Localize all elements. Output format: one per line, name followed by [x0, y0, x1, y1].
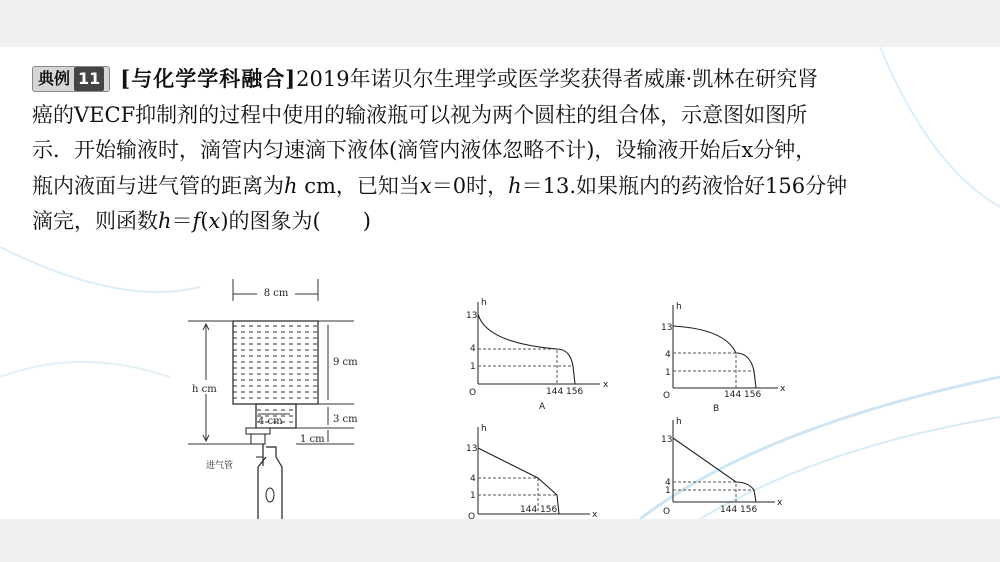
slide: [0, 47, 1000, 519]
stopper: [251, 434, 265, 444]
upper-height-label: 9 cm: [333, 357, 358, 368]
line-4-part: ＝0时，: [431, 173, 509, 198]
top-margin: [0, 0, 1000, 47]
y-tick-1: 1: [665, 368, 671, 378]
curve: [478, 314, 575, 384]
x-ticks: 144 156: [520, 505, 558, 515]
var-h: h: [158, 209, 172, 233]
badge-label: 典例: [38, 69, 71, 88]
var-x: x: [208, 209, 221, 233]
y-axis-label: h: [676, 417, 682, 427]
y-axis-label: h: [676, 302, 682, 312]
lower-height-label: 3 cm: [333, 414, 358, 425]
var-f: f: [192, 209, 201, 233]
var-h: h: [508, 173, 522, 198]
graph-d: [661, 417, 783, 517]
y-axis-label: h: [481, 424, 487, 434]
graph-c: [466, 424, 598, 519]
line-4-part: cm，已知当: [297, 173, 420, 198]
x-ticks: 144 156: [724, 390, 762, 400]
line-3-text: 示．开始输液时，滴管内匀速滴下液体(滴管内液体忽略不计)，设输液开始后x分钟，: [32, 138, 817, 162]
cap: [246, 428, 270, 434]
y-tick-13: 13: [661, 435, 673, 445]
figures: [0, 47, 1000, 519]
h-label: h cm: [192, 384, 217, 395]
line-2-text: 癌的VECF抑制剂的过程中使用的输液瓶可以视为两个圆柱的组合体，示意图如图所: [32, 102, 808, 127]
x-axis-label: x: [780, 384, 786, 394]
top-width-label: 8 cm: [263, 288, 289, 299]
origin-label: O: [663, 391, 671, 401]
y-tick-13: 13: [661, 323, 673, 333]
line-5-part: ＝: [171, 209, 193, 233]
graph-a: [466, 298, 609, 412]
drip-chamber: [258, 447, 282, 519]
y-tick-4: 4: [470, 344, 476, 354]
bottom-margin: [0, 519, 1000, 562]
y-tick-4: 4: [665, 350, 671, 360]
origin-label: O: [663, 507, 671, 517]
line-4-part: ＝13.如果瓶内的药液恰好156分钟: [521, 173, 848, 198]
y-tick-4: 4: [665, 478, 671, 488]
origin-label: O: [468, 512, 476, 519]
subject-tag: [与化学学科融合]: [120, 66, 297, 91]
line-5-part: 滴完，则函数: [32, 209, 158, 233]
inlet-label: 进气管: [206, 461, 234, 471]
graph-b-label: B: [713, 404, 720, 414]
x-axis-label: x: [603, 380, 609, 390]
x-ticks: 144 156: [720, 505, 758, 515]
drip-window: [266, 488, 274, 502]
upper-cylinder: [233, 321, 318, 404]
x-ticks: 144 156: [546, 387, 584, 397]
y-tick-13: 13: [466, 311, 478, 321]
guide-lines: [673, 482, 754, 502]
graph-b: [661, 302, 786, 414]
curve: [673, 438, 756, 502]
badge-number: 11: [74, 67, 104, 91]
curve: [673, 326, 756, 388]
y-tick-1: 1: [470, 362, 476, 372]
y-tick-1: 1: [665, 486, 671, 496]
line-5-part: )的图象为( ): [220, 209, 371, 233]
origin-label: O: [469, 388, 477, 398]
x-axis-label: x: [777, 498, 783, 508]
line-1-text: 2019年诺贝尔生理学或医学奖获得者威廉·凯林在研究肾: [296, 67, 819, 91]
bottle-diagram: [188, 279, 358, 519]
line-4-part: 瓶内液面与进气管的距离为: [32, 173, 284, 198]
y-tick-4: 4: [470, 474, 476, 484]
line-5-part: (: [200, 209, 209, 233]
graph-a-label: A: [539, 402, 546, 412]
y-axis-label: h: [481, 298, 487, 308]
gap-label: 1 cm: [300, 434, 325, 445]
lower-width-label: 4 cm: [258, 416, 283, 427]
guide-lines: [673, 353, 754, 388]
y-tick-13: 13: [466, 444, 478, 454]
y-tick-1: 1: [470, 491, 476, 501]
var-x: x: [419, 173, 432, 198]
guide-lines: [478, 349, 573, 384]
var-h: h: [284, 173, 298, 198]
x-axis-label: x: [592, 510, 598, 519]
